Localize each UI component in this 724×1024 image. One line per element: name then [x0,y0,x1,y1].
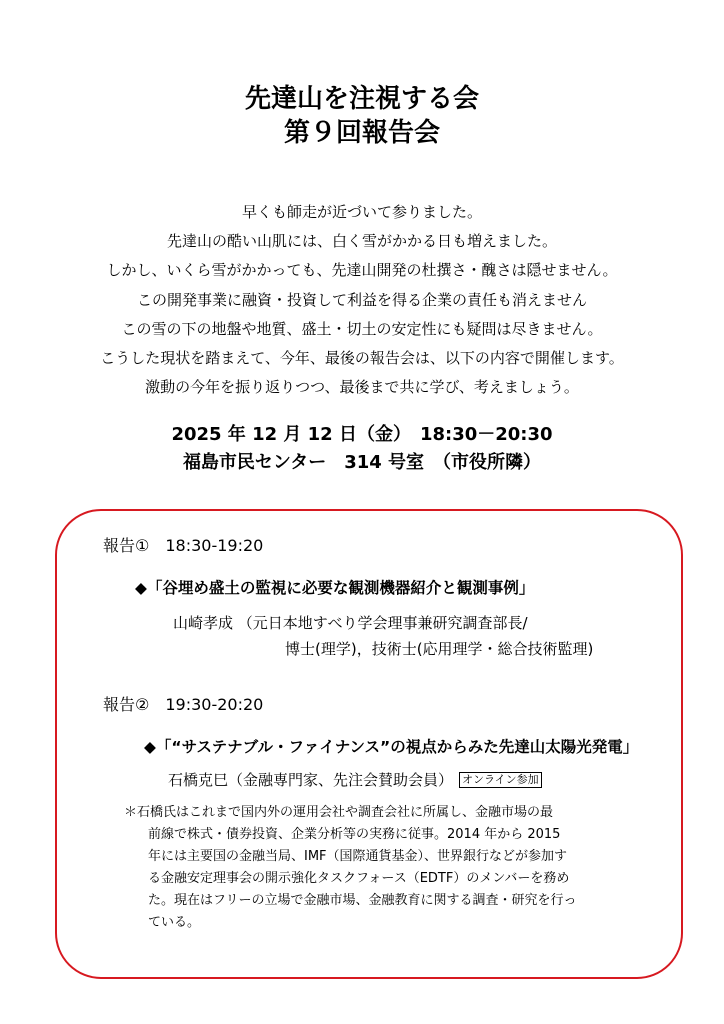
page-title-line1: 先達山を注視する会 [244,84,479,114]
note-line: ＊石橋氏はこれまで国内外の運用会社や調査会社に所属し、金融市場の最 [124,805,554,820]
intro-line: 先達山の酷い山肌には、白く雪がかかる日も増えました。 [166,232,557,251]
online-badge: オンライン参加 [459,772,542,788]
report1-topic: ◆「谷埋め盛土の監視に必要な観測機器紹介と観測事例」 [135,579,535,597]
note-line: た。現在はフリーの立場で金融市場、金融教育に関する調査・研究を行っ [148,893,577,908]
intro-line: 激動の今年を振り返りつつ、最後まで共に学び、考えましょう。 [145,378,579,397]
report1-speaker-line1: 山崎孝成 （元日本地すべり学会理事兼研究調査部長/ [173,614,528,632]
intro-line: この開発事業に融資・投資して利益を得る企業の責任も消えません [136,290,587,309]
note-line: る金融安定理事会の開示強化タスクフォース（EDTF）のメンバーを務め [148,871,570,886]
note-line: 年には主要国の金融当局、IMF（国際通貨基金）、世界銀行などが参加す [148,849,568,864]
report1-speaker-line2: 博士(理学)，技術士(応用理学・総合技術監理) [285,640,594,658]
event-venue: 福島市民センター 314 号室 （市役所隣） [182,452,542,473]
report1-heading: 報告① 18:30-19:20 [103,536,264,555]
intro-line: 早くも師走が近づいて参りました。 [241,203,482,221]
intro-text [0,198,724,402]
note-line: 前線で株式・債券投資、企業分析等の実務に従事。2014 年から 2015 [148,827,561,842]
intro-line: しかし、いくら雪がかかっても、先達山開発の杜撰さ・醜さは隠せません。 [106,261,618,280]
intro-line: こうした現状を踏まえて、今年、最後の報告会は、以下の内容で開催します。 [100,349,624,368]
note-line: ている。 [148,915,201,930]
intro-line: この雪の下の地盤や地質、盛土・切土の安定性にも疑問は尽きません。 [121,319,603,338]
report2-heading: 報告② 19:30-20:20 [103,695,264,714]
report2-speaker: 石橋克巳（金融専門家、先注会賛助会員） [168,771,454,789]
event-datetime: 2025 年 12 月 12 日（金） 18:30－20:30 [171,424,553,445]
report2-topic: ◆「“サステナブル・ファイナンス”の視点からみた先達山太陽光発電」 [144,738,639,756]
report2-speaker-row [168,770,542,790]
page-title-line2: 第９回報告会 [283,118,440,148]
speaker-note [124,802,626,934]
